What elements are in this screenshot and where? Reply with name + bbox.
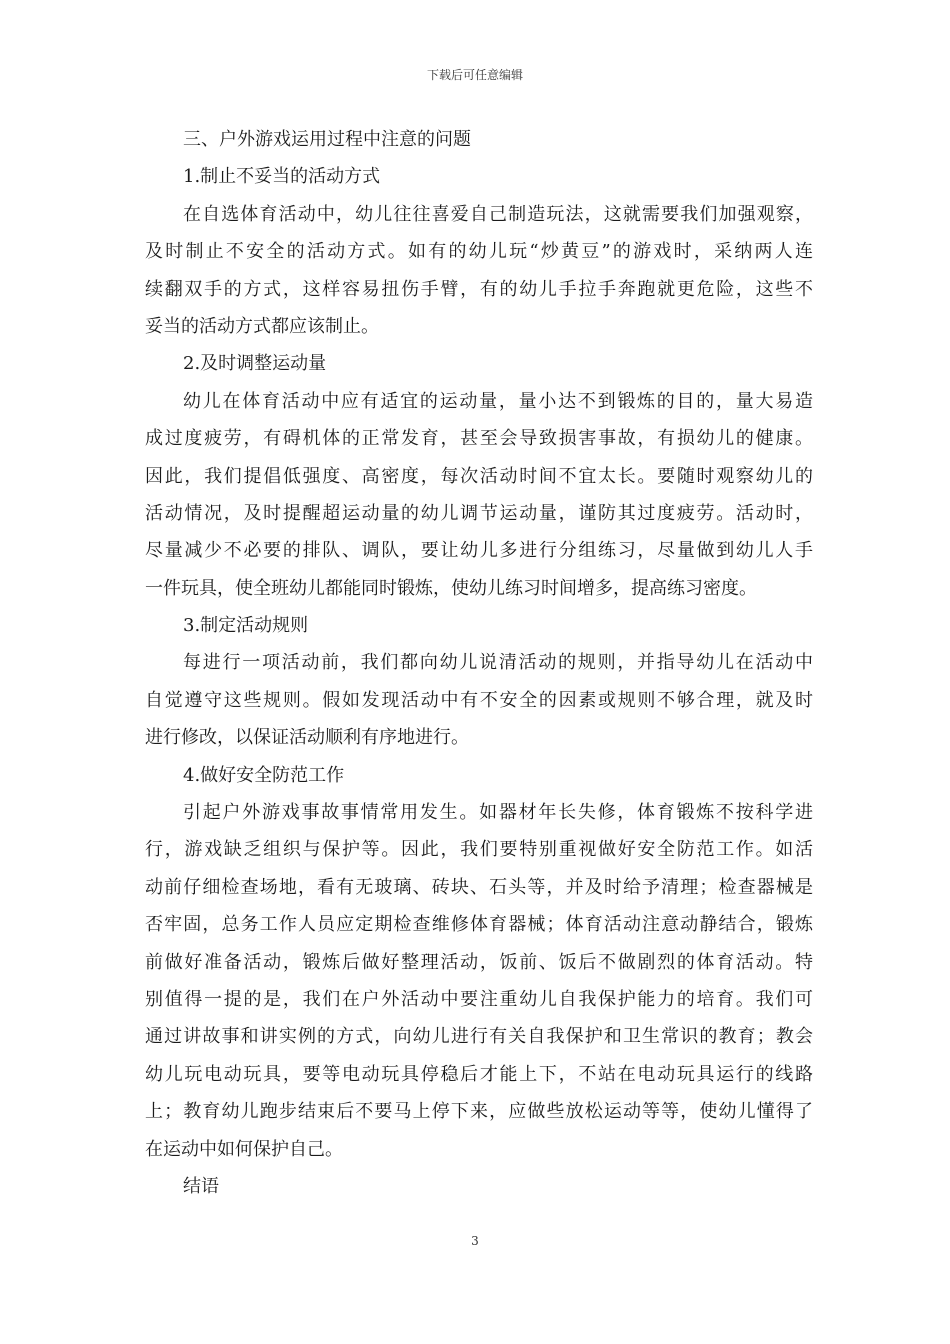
paragraph-line: 因此，我们提倡低强度、高密度，每次活动时间不宜太长。要随时观察幼儿的 [145,465,813,487]
subheading-3: 3.制定活动规则 [183,615,309,637]
conclusion-heading: 结语 [183,1175,219,1197]
paragraph-line: 妥当的活动方式都应该制止。 [145,315,379,337]
paragraph-line: 进行修改，以保证活动顺利有序地进行。 [145,727,469,749]
paragraph-line: 引起户外游戏事故事情常用发生。如器材年长失修，体育锻炼不按科学进 [183,802,813,824]
subheading-4: 4.做好安全防范工作 [183,764,345,786]
document-body [145,121,813,1205]
paragraph-line: 通过讲故事和讲实例的方式，向幼儿进行有关自我保护和卫生常识的教育；教会 [145,1026,813,1048]
paragraph-line: 活动情况，及时提醒超运动量的幼儿调节运动量，谨防其过度疲劳。活动时， [145,502,813,524]
paragraph-line: 在自选体育活动中，幼儿往往喜爱自己制造玩法，这就需要我们加强观察， [183,203,813,225]
page-header: 下载后可任意编辑 [426,68,523,82]
paragraph-line: 幼儿在体育活动中应有适宜的运动量，量小达不到锻炼的目的，量大易造 [183,390,813,412]
paragraph-line: 自觉遵守这些规则。假如发现活动中有不安全的因素或规则不够合理，就及时 [145,689,813,711]
paragraph-line: 成过度疲劳，有碍机体的正常发育，甚至会导致损害事故，有损幼儿的健康。 [145,428,813,450]
paragraph-line: 续翻双手的方式，这样容易扭伤手臂，有的幼儿手拉手奔跑就更危险，这些不 [145,278,813,300]
paragraph-line: 行，游戏缺乏组织与保护等。因此，我们要特别重视做好安全防范工作。如活 [145,839,813,861]
paragraph-line: 幼儿玩电动玩具，要等电动玩具停稳后才能上下，不站在电动玩具运行的线路 [145,1063,813,1085]
paragraph-4 [145,794,813,1168]
paragraph-line: 否牢固，总务工作人员应定期检查维修体育器械；体育活动注意动静结合，锻炼 [145,914,813,936]
subheading-1: 1.制止不妥当的活动方式 [183,166,381,188]
subheading-2: 2.及时调整运动量 [183,353,327,375]
paragraph-line: 及时制止不安全的活动方式。如有的幼儿玩“炒黄豆”的游戏时，采纳两人连 [145,241,813,263]
paragraph-line: 别值得一提的是，我们在户外活动中要注重幼儿自我保护能力的培育。我们可 [145,988,813,1010]
paragraph-line: 上；教育幼儿跑步结束后不要马上停下来，应做些放松运动等等，使幼儿懂得了 [145,1101,813,1123]
paragraph-line: 在运动中如何保护自己。 [145,1138,343,1160]
paragraph-1 [145,196,813,346]
paragraph-line: 尽量减少不必要的排队、调队，要让幼儿多进行分组练习，尽量做到幼儿人手 [145,540,813,562]
paragraph-2 [145,383,813,607]
paragraph-line: 每进行一项活动前，我们都向幼儿说清活动的规则，并指导幼儿在活动中 [183,652,813,674]
paragraph-line: 前做好准备活动，锻炼后做好整理活动，饭前、饭后不做剧烈的体育活动。特 [145,951,813,973]
paragraph-3 [145,644,813,756]
page-number: 3 [471,1234,479,1248]
paragraph-line: 动前仔细检查场地，看有无玻璃、砖块、石头等，并及时给予清理；检查器械是 [145,876,813,898]
section-heading: 三、户外游戏运用过程中注意的问题 [183,129,471,150]
paragraph-line: 一件玩具，使全班幼儿都能同时锻炼，使幼儿练习时间增多，提高练习密度。 [145,577,757,599]
